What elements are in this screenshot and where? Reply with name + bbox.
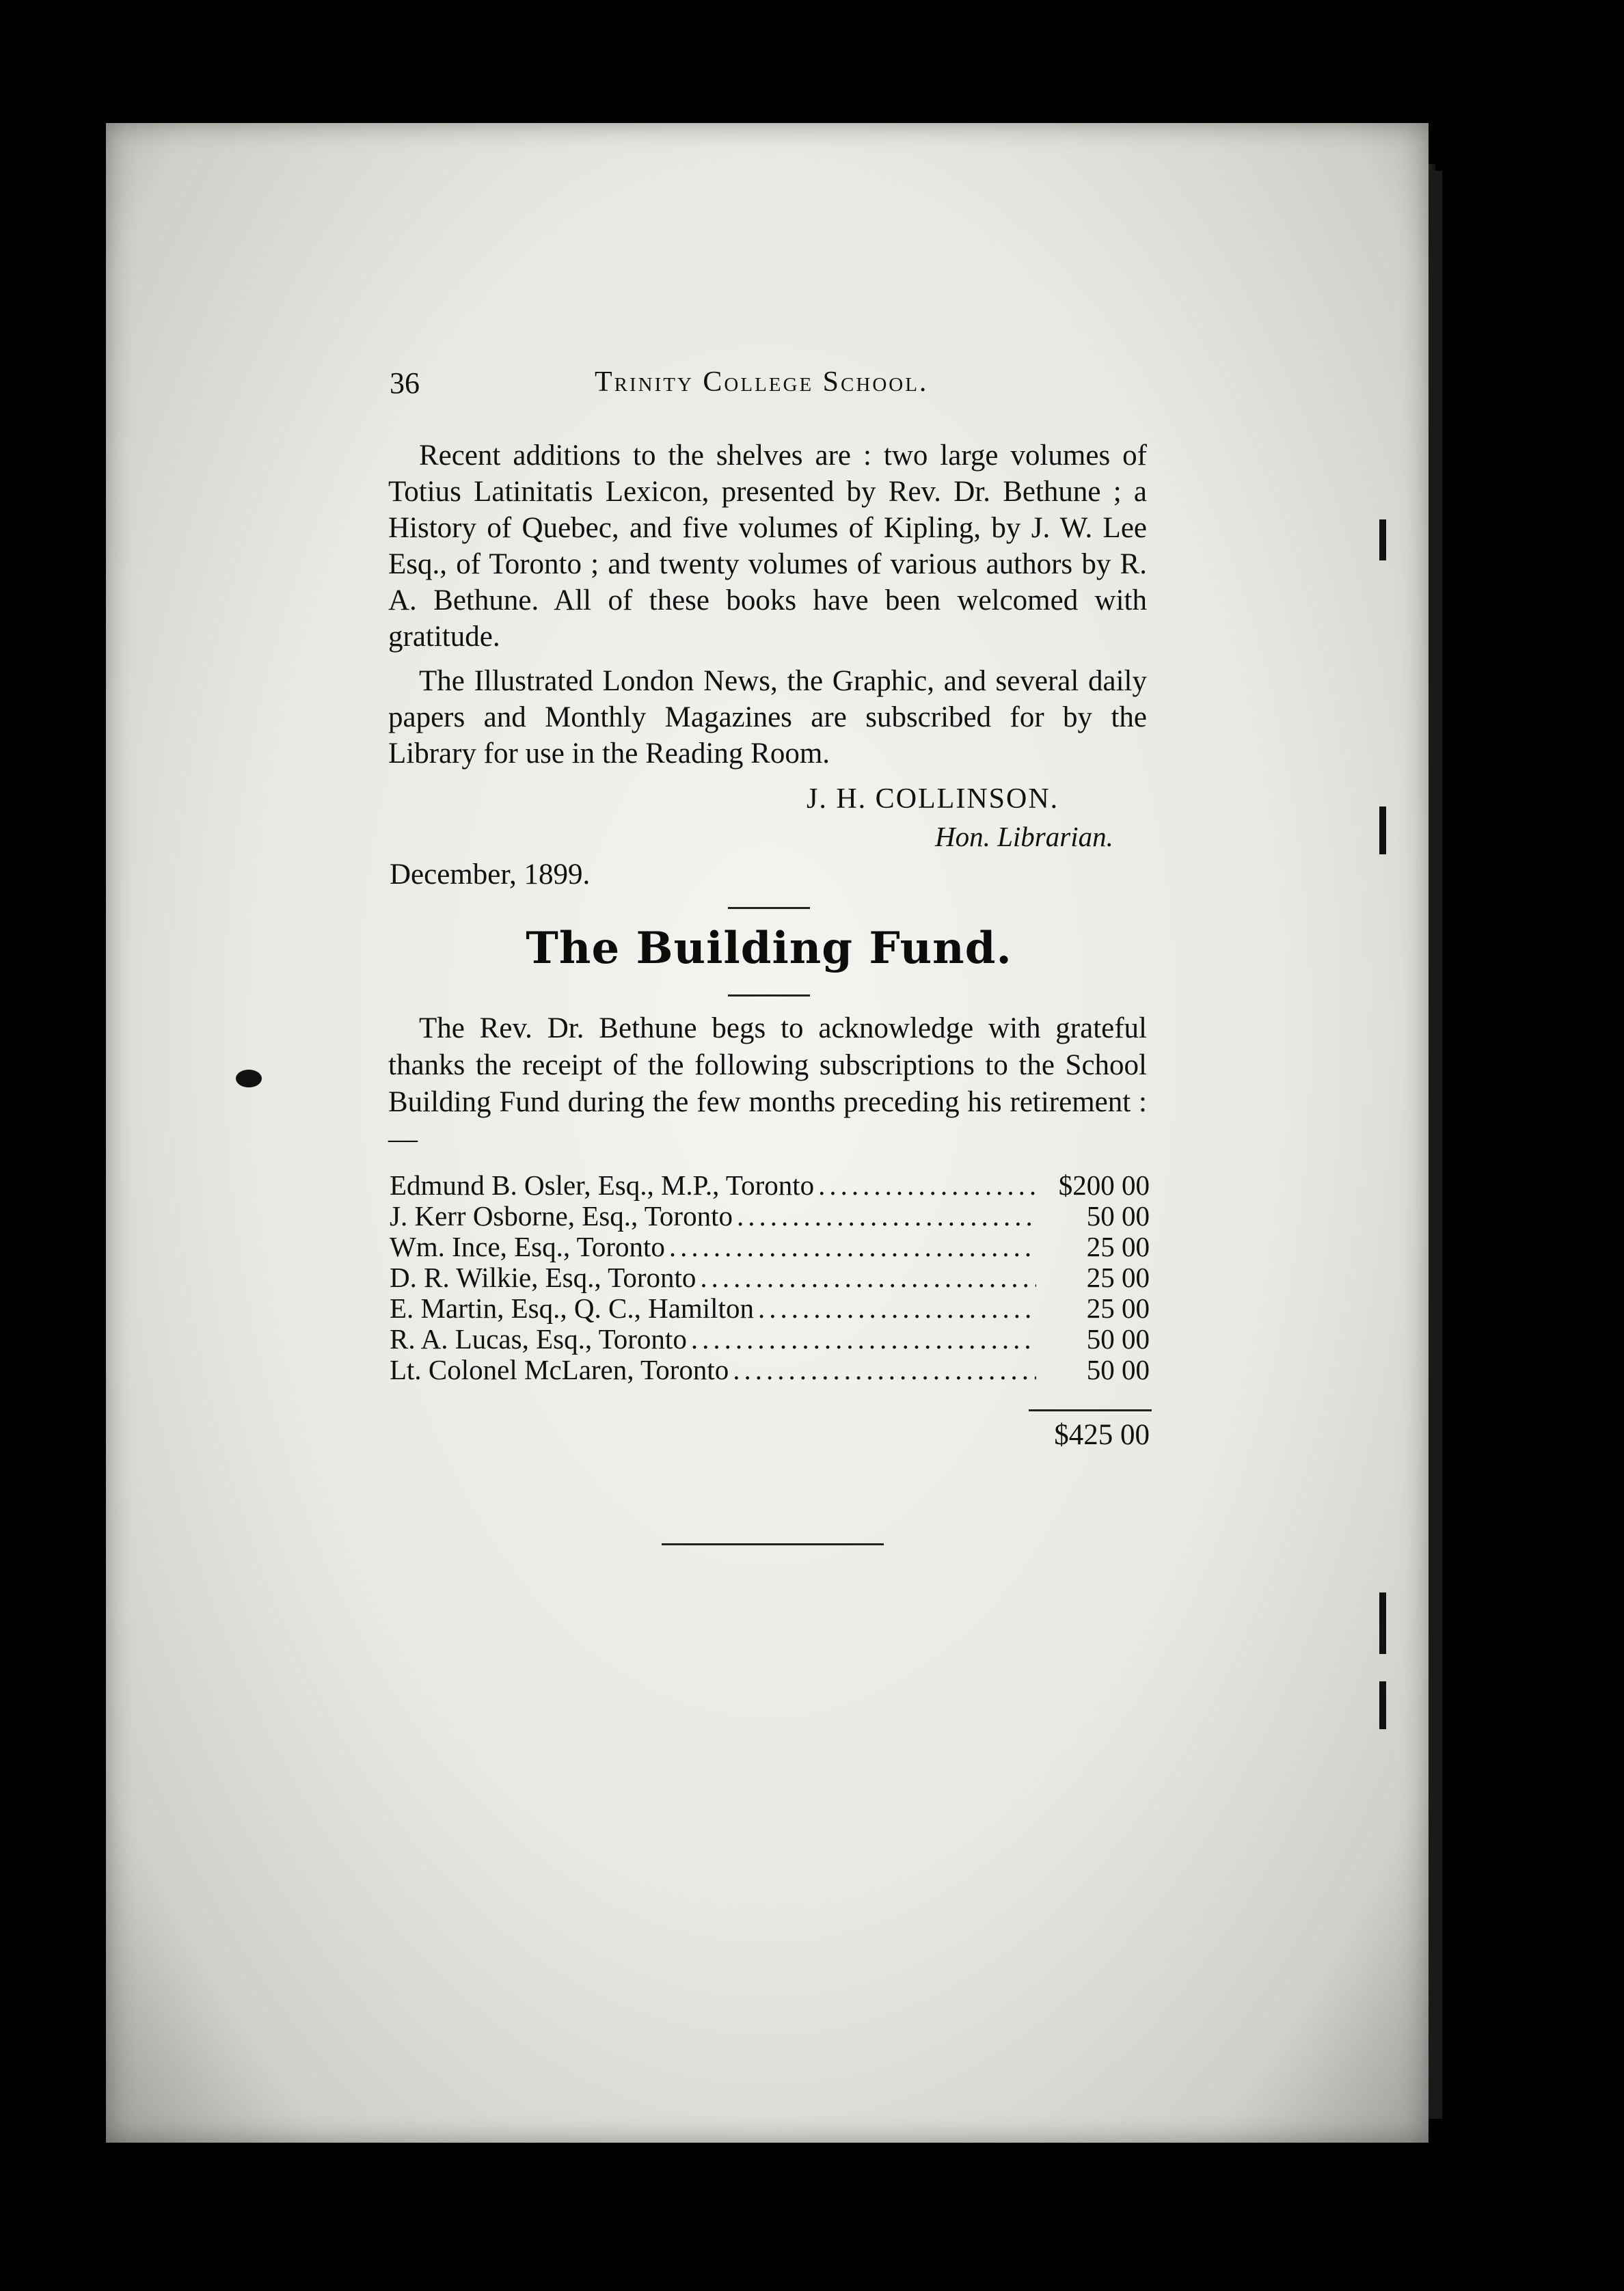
dot-leader — [669, 1230, 1036, 1263]
total-rule — [1029, 1409, 1152, 1411]
subscription-row — [390, 1230, 1150, 1261]
section-divider — [728, 907, 810, 909]
library-paragraph: Recent additions to the shelves are : two large volumes of Totius Latinitatis Lexicon, presented by Rev. Dr. Bethune ; a History of Quebec, and five volumes of Kipling, by J. W. Lee Esq., of Toronto ; and twenty volumes of various authors by R. A. Bethune. All of these books have been welcomed with gratitude. — [388, 439, 1147, 653]
subscription-row — [390, 1261, 1150, 1292]
fund-intro: The Rev. Dr. Bethune begs to acknowledge with grateful thanks the receipt of the following subscriptions to the School Building Fund during the few months preceding his retirement :— — [388, 1012, 1147, 1155]
subscription-list — [390, 1169, 1150, 1384]
letter-date: December, 1899. — [390, 858, 591, 891]
dot-leader — [700, 1261, 1036, 1294]
page-number: 36 — [390, 366, 420, 400]
subscription-row — [390, 1169, 1150, 1199]
signature-name: J. H. COLLINSON. — [807, 783, 1059, 815]
dot-leader — [758, 1292, 1036, 1325]
subscription-amount: 50 00 — [1086, 1354, 1150, 1385]
subscription-row — [390, 1292, 1150, 1323]
subscriber-name: D. R. Wilkie, Esq., Toronto — [390, 1262, 696, 1293]
library-paragraph: The Illustrated London News, the Graphic, and several daily papers and Monthly Magazines are subscribed for by the Library for use in the Reading Room. — [388, 665, 1147, 770]
subscription-row — [390, 1353, 1150, 1384]
subscriber-name: Edmund B. Osler, Esq., M.P., Toronto — [390, 1169, 815, 1201]
subscriber-name: Lt. Colonel McLaren, Toronto — [390, 1354, 729, 1385]
subscriber-name: R. A. Lucas, Esq., Toronto — [390, 1323, 687, 1355]
signature-title: Hon. Librarian. — [935, 821, 1113, 852]
page-blemish — [1379, 1592, 1386, 1654]
subscription-row — [390, 1199, 1150, 1230]
dot-leader — [818, 1169, 1036, 1202]
subscription-amount: 25 00 — [1086, 1292, 1150, 1324]
closing-rule — [662, 1543, 884, 1545]
running-head: Trinity College School. — [595, 366, 929, 398]
section-title: The Building Fund. — [526, 923, 1012, 974]
subscription-amount: $200 00 — [1058, 1169, 1150, 1201]
section-divider — [728, 994, 810, 997]
subscriber-name: Wm. Ince, Esq., Toronto — [390, 1231, 665, 1262]
subscriber-name: J. Kerr Osborne, Esq., Toronto — [390, 1200, 733, 1232]
dot-leader — [737, 1199, 1036, 1232]
subscription-row — [390, 1323, 1150, 1353]
subscription-amount: 50 00 — [1086, 1323, 1150, 1355]
subscription-amount: 50 00 — [1086, 1200, 1150, 1232]
page-blemish — [1379, 519, 1386, 560]
page-blemish — [1379, 806, 1386, 854]
page-blemish — [1379, 1681, 1386, 1729]
page-blemish — [236, 1070, 262, 1087]
subscription-amount: 25 00 — [1086, 1231, 1150, 1262]
dot-leader — [691, 1323, 1036, 1355]
dot-leader — [733, 1353, 1036, 1386]
subscription-total: $425 00 — [1054, 1419, 1150, 1451]
subscriber-name: E. Martin, Esq., Q. C., Hamilton — [390, 1292, 754, 1324]
subscription-amount: 25 00 — [1086, 1262, 1150, 1293]
page-header — [390, 366, 1155, 407]
